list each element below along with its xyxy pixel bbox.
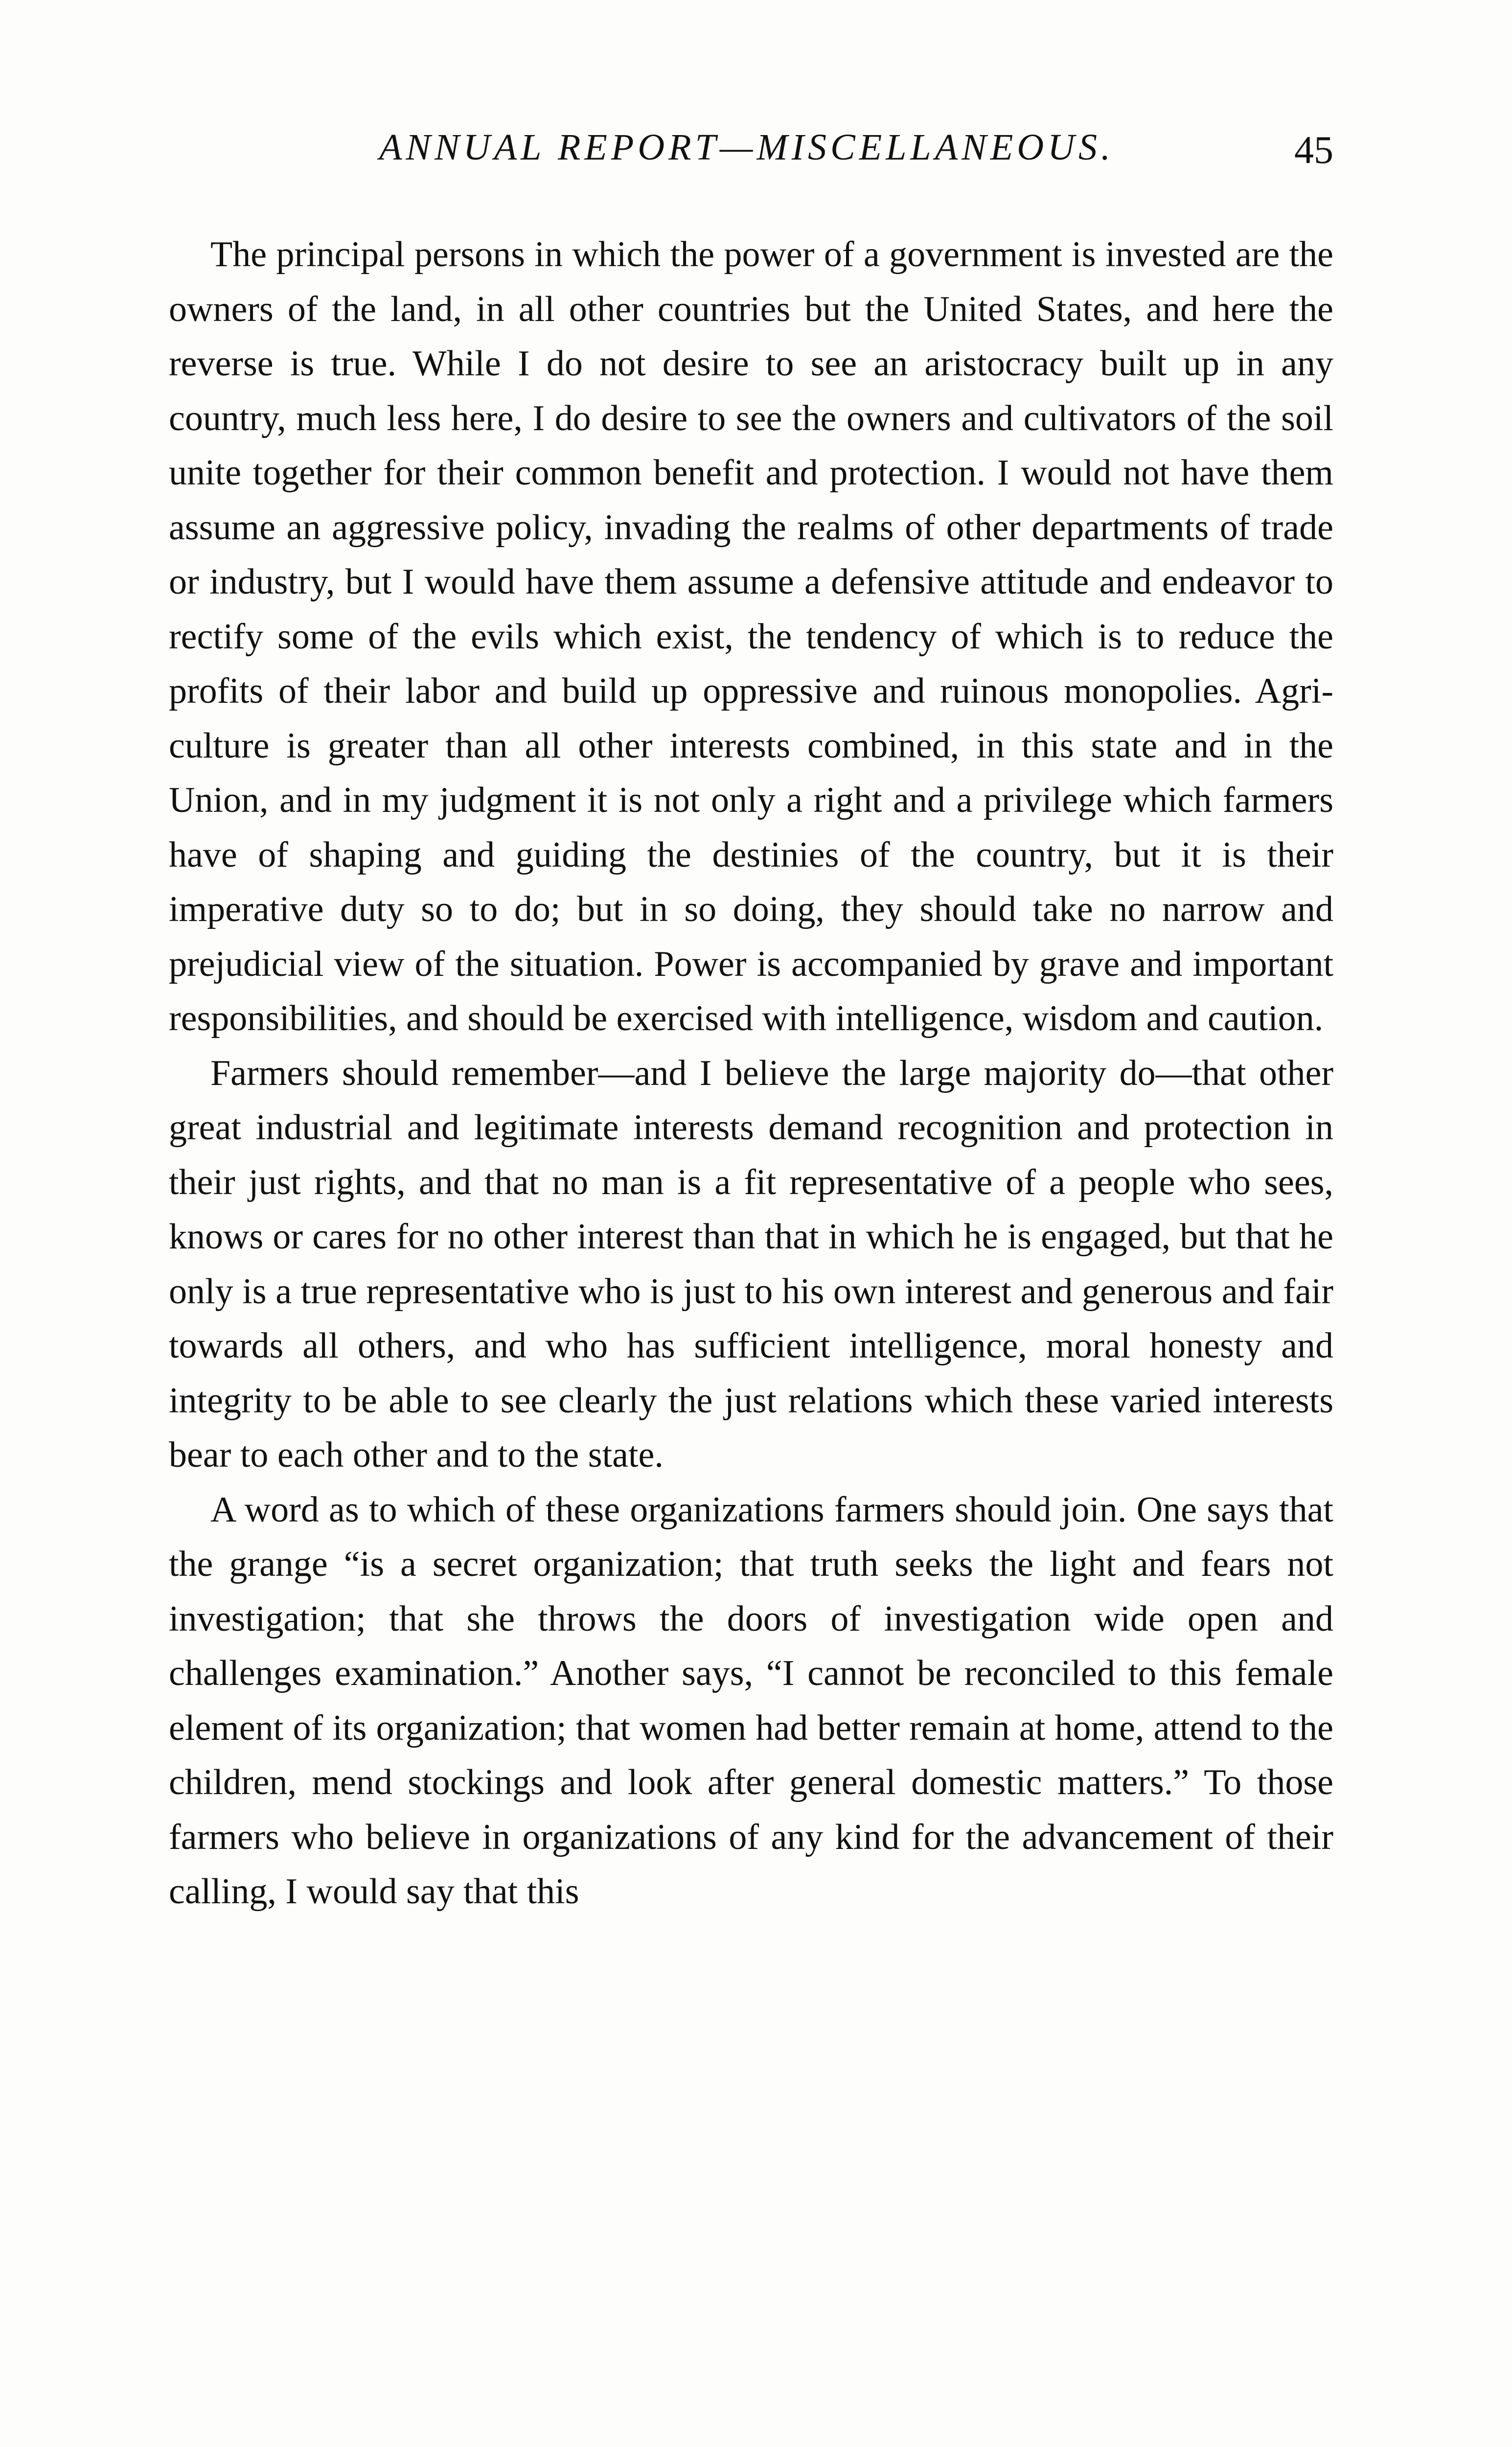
running-title: ANNUAL REPORT—MISCELLANEOUS.: [379, 127, 1115, 168]
paragraph-organizations: A word as to which of these organizations farmers should join. One says that the grange “is a secret organization; that truth seeks the light and fears not investigation; that she throws the doors of investigation wide open and challenges examination.” Another says, “I cannot be reconciled to this female element of its organization; that women had better remain at home, attend to the children, mend stockings and look after general domestic matters.” To those farmers who believe in organizations of any kind for the advancement of their calling, I would say that this: [169, 1489, 1333, 1912]
page-number: 45: [1294, 129, 1333, 172]
paragraph-farmers-remember: Farmers should remember—and I believe the large majority do—that other great industrial and legitimate interests demand recognition and protection in their just rights, and that no man is a fit representative of a people who sees, knows or cares for no other interest than that in which he is engaged, but that he only is a true representative who is just to his own interest and generous and fair towards all others, and who has sufficient intelligence, moral honesty and integrity to be able to see clearly the just relations which these varied interests bear to each other and to the state.: [169, 1053, 1333, 1475]
running-head: [169, 126, 1333, 185]
paragraph-government-land: The principal persons in which the power of a government is invested are the owners of the land, in all other countries but the United States, and here the reverse is true. While I do not desire to see an aristocracy built up in any country, much less here, I do desire to see the owners and cultivators of the soil unite together for their common benefit and protection. I would not have them assume an aggressive policy, invading the realms of other departments of trade or industry, but I would have them assume a defensive attitude and endeavor to rectify some of the evils which exist, the tendency of which is to reduce the profits of their labor and build up oppressive and ruinous monopolies. Agriculture is greater than all other interests combined, in this state and in the Union, and in my judgment it is not only a right and a privilege which farmers have of shaping and guiding the destinies of the country, but it is their imperative duty so to do; but in so doing, they should take no narrow and prejudicial view of the situation. Power is accompanied by grave and important responsibilities, and should be exercised with intelligence, wisdom and caution.: [169, 234, 1333, 1039]
body-text: [169, 228, 1333, 1919]
